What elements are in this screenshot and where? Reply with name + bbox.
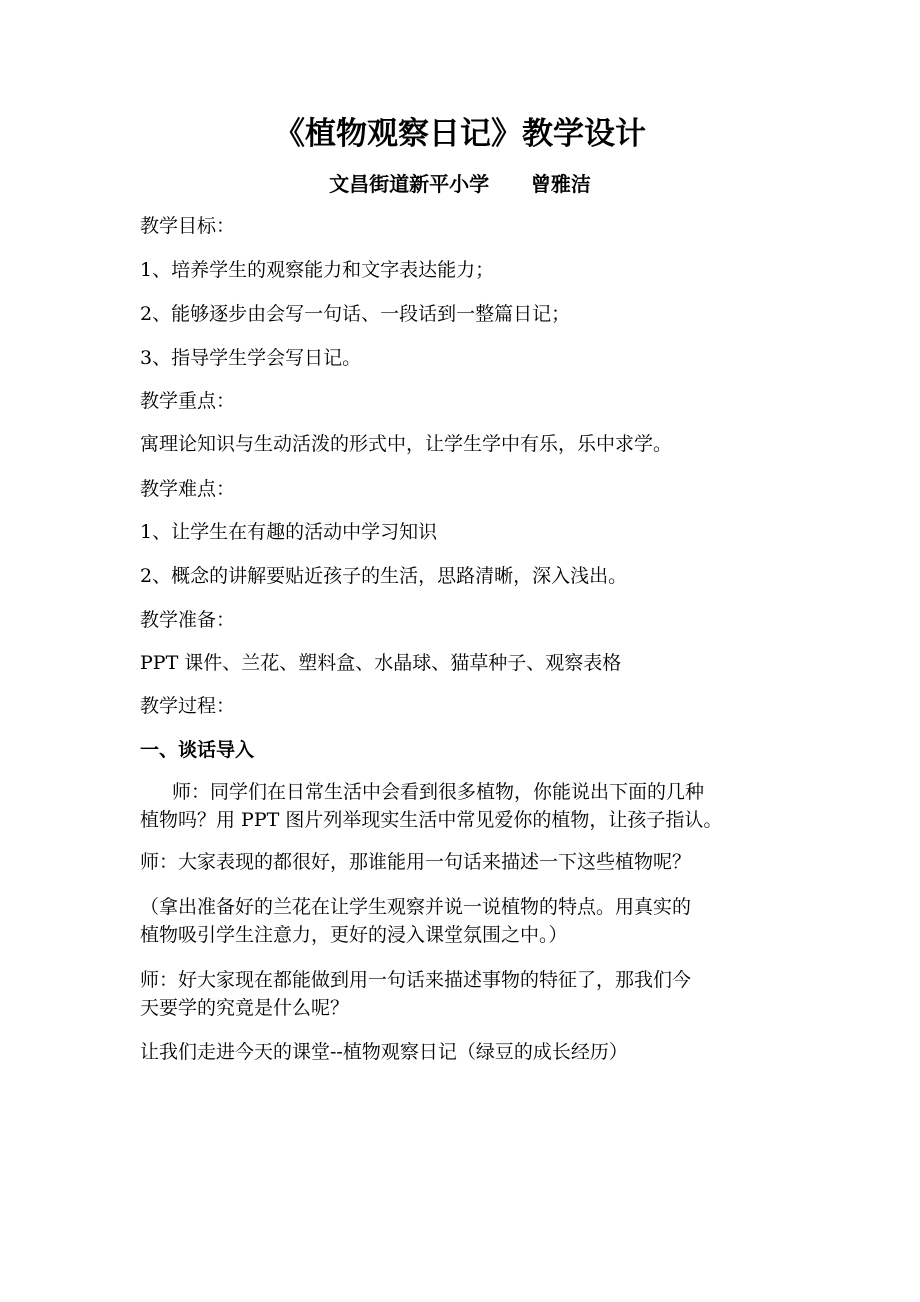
teacher-line-3a: 师：好大家现在都能做到用一句话来描述事物的特征了，那我们今 [140,969,692,991]
teacher-line-2: 师：大家表现的都很好，那谁能用一句话来描述一下这些植物呢？ [140,851,692,873]
teacher-line-1a: 师：同学们在日常生活中会看到很多植物，你能说出下面的几种 [172,781,705,803]
closing-line: 让我们走进今天的课堂--植物观察日记（绿豆的成长经历） [140,1041,628,1063]
difficulty-item-2: 2、概念的讲解要贴近孩子的生活，思路清晰，深入浅出。 [140,565,628,587]
document-title: 《植物观察日记》教学设计 [274,116,646,152]
process-heading: 教学过程： [140,695,236,717]
key-points-heading: 教学重点： [140,390,236,412]
difficulties-heading: 教学难点： [140,478,236,500]
note-line-b: 植物吸引学生注意力，更好的浸入课堂氛围之中。） [140,924,568,946]
author-line: 文昌街道新平小学 曾雅洁 [329,172,591,196]
objective-item-3: 3、指导学生学会写日记。 [140,347,362,369]
note-line-a: （拿出准备好的兰花在让学生观察并说一说植物的特点。用真实的 [140,896,692,918]
teacher-line-3b: 天要学的究竟是什么呢？ [140,997,350,1019]
difficulty-item-1: 1、让学生在有趣的活动中学习知识 [140,521,438,543]
section-heading-intro: 一、谈话导入 [140,739,255,761]
preparation-heading: 教学准备： [140,609,236,631]
objective-item-2: 2、能够逐步由会写一句话、一段话到一整篇日记； [140,303,571,325]
preparation-text: PPT 课件、兰花、塑料盒、水晶球、猫草种子、观察表格 [140,652,622,674]
teacher-line-1b: 植物吗？用 PPT 图片列举现实生活中常见爱你的植物，让孩子指认。 [140,809,723,831]
key-points-text: 寓理论知识与生动活泼的形式中，让学生学中有乐，乐中求学。 [140,433,673,455]
objectives-heading: 教学目标： [140,215,236,237]
objective-item-1: 1、培养学生的观察能力和文字表达能力； [140,259,495,281]
